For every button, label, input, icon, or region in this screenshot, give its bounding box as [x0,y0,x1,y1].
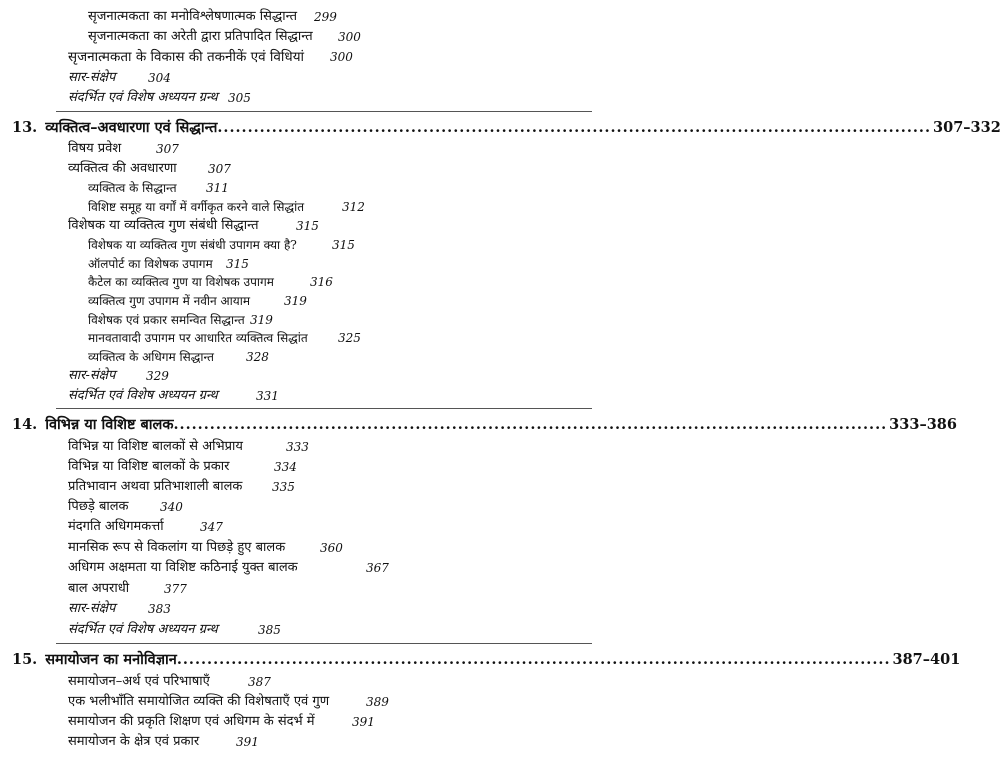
entry-page: 315 [296,219,319,233]
entry-text: पिछड़े बालक [68,499,129,514]
toc-entry [68,459,297,475]
toc-entry [68,479,295,495]
chapter-number: 13. [12,119,38,136]
entry-text: सृजनात्मकता के विकास की तकनीकें एवं विधियां [68,49,305,65]
entry-page: 391 [352,715,375,729]
toc-entry [88,180,229,196]
leader-dots: ...................................................................................................................... [217,119,932,136]
entry-text: बाल अपराधी [68,581,130,596]
entry-page: 385 [258,623,281,637]
entry-text: संदर्भित एवं विशेष अध्ययन ग्रन्थ [68,622,218,637]
entry-text: संदर्भित एवं विशेष अध्ययन ग्रन्थ [68,388,218,403]
entry-page: 307 [208,162,231,176]
toc-entry [88,9,337,25]
entry-page: 389 [366,695,389,709]
entry-text: मंदगति अधिगमकर्त्ता [68,519,164,534]
toc-entry [68,141,179,157]
toc-entry [68,368,169,384]
entry-text: व्यक्तित्व के सिद्धान्त [88,181,177,195]
entry-page: 299 [314,10,337,24]
toc-entry [88,237,355,253]
toc-entry [88,349,269,365]
entry-text: व्यक्तित्व गुण उपागम में नवीन आयाम [88,294,251,308]
entry-page: 333 [286,440,309,454]
entry-page: 300 [330,50,353,64]
leader-dots: ...................................................................................................................... [176,651,891,668]
chapter-number: 15. [12,651,38,668]
toc-entry [68,540,343,556]
entry-text: एक भलीभाँति समायोजित व्यक्ति की विशेषताएँ एवं गुण [68,694,330,709]
entry-text: व्यक्तित्व के अधिगम सिद्धान्त [88,350,214,364]
entry-page: 377 [164,582,187,596]
entry-text: कैटेल का व्यक्तित्व गुण या विशेषक उपागम [88,275,274,289]
chapter-rule [56,111,592,112]
entry-page: 334 [274,460,297,474]
toc-entry [68,499,183,515]
toc-entry [68,601,171,617]
toc-entry [88,199,365,215]
entry-page: 367 [366,561,389,575]
toc-entry [68,694,389,710]
entry-page: 360 [320,541,343,555]
entry-text: विशिष्ट समूह या वर्गों में वर्गीकृत करने वाले सिद्धांत [88,200,305,214]
toc-entry [68,581,187,597]
chapter-title: व्यक्तित्व–अवधारणा एवं सिद्धान्त [45,119,218,136]
entry-text: सार-संक्षेप [68,601,116,616]
toc-entry [68,714,375,730]
toc-entry [68,734,259,750]
entry-text: व्यक्तित्व की अवधारणा [68,161,177,176]
entry-page: 383 [148,602,171,616]
toc-entry [68,49,353,65]
entry-page: 300 [338,30,361,44]
entry-text: सृजनात्मकता का मनोविश्लेषणात्मक सिद्धान्त [88,9,298,24]
entry-text: संदर्भित एवं विशेष अध्ययन ग्रन्थ [68,90,218,105]
toc-entry [68,70,171,86]
entry-page: 316 [310,275,333,289]
entry-text: समायोजन के क्षेत्र एवं प्रकार [68,734,200,749]
chapter-title: समायोजन का मनोविज्ञान [45,651,177,668]
entry-page: 305 [228,91,251,105]
entry-text: विभिन्न या विशिष्ट बालकों से अभिप्राय [68,439,243,454]
chapter-number: 14. [12,416,38,433]
toc-entry [88,293,307,309]
toc-entry [88,256,249,272]
toc-entry [68,519,223,535]
toc-entry [68,560,389,576]
entry-page: 387 [248,675,271,689]
entry-page: 335 [272,480,295,494]
entry-page: 325 [338,331,361,345]
entry-page: 328 [246,350,269,364]
toc-entry [88,312,273,328]
entry-page: 307 [156,142,179,156]
chapter-page-range: 307–332 [933,119,1001,136]
entry-page: 347 [200,520,223,534]
entry-text: विशेषक या व्यक्तित्व गुण संबंधी सिद्धान्त [68,218,259,233]
toc-entry [68,674,271,690]
entry-page: 311 [206,181,229,195]
entry-page: 315 [332,238,355,252]
toc-entry [88,274,333,290]
entry-text: विशेषक या व्यक्तित्व गुण संबंधी उपागम क्या है? [88,238,297,252]
chapter-title: विभिन्न या विशिष्ट बालक [45,416,174,433]
entry-page: 304 [148,71,171,85]
chapter-rule [56,408,592,409]
entry-text: अधिगम अक्षमता या विशिष्ट कठिनाई युक्त बालक [68,560,298,575]
entry-page: 329 [146,369,169,383]
entry-text: समायोजन–अर्थ एवं परिभाषाएँ [68,674,210,689]
toc-entry [68,388,279,404]
chapter-heading[interactable] [12,649,961,671]
entry-page: 319 [284,294,307,308]
entry-page: 315 [226,257,249,271]
entry-text: मानसिक रूप से विकलांग या पिछड़े हुए बालक [68,540,286,555]
entry-page: 319 [250,313,273,327]
toc-entry [68,622,281,638]
entry-text: ऑलपोर्ट का विशेषक उपागम [88,257,213,271]
leader-dots: ...................................................................................................................... [173,416,888,433]
entry-text: विशेषक एवं प्रकार समन्वित सिद्धान्त [88,313,245,327]
entry-text: सृजनात्मकता का अरेती द्वारा प्रतिपादित सिद्धान्त [88,29,313,44]
chapter-page-range: 333–386 [889,416,957,433]
entry-text: विभिन्न या विशिष्ट बालकों के प्रकार [68,459,230,474]
entry-page: 331 [256,389,279,403]
entry-text: सार-संक्षेप [68,368,116,383]
chapter-heading[interactable] [12,117,1001,139]
entry-page: 340 [160,500,183,514]
chapter-rule [56,643,592,644]
toc-entry [88,29,361,45]
chapter-page-range: 387–401 [892,651,961,668]
entry-text: मानवतावादी उपागम पर आधारित व्यक्तित्व सिद्धांत [88,331,308,345]
entry-text: सार-संक्षेप [68,70,116,85]
entry-text: विषय प्रवेश [68,141,122,156]
toc-entry [68,218,319,234]
toc-entry [68,161,231,177]
toc-entry [68,90,251,106]
chapter-heading[interactable] [12,414,957,436]
entry-text: समायोजन की प्रकृति शिक्षण एवं अधिगम के संदर्भ में [68,714,315,729]
entry-page: 391 [236,735,259,749]
toc-entry [88,330,361,346]
entry-text: प्रतिभावान अथवा प्रतिभाशाली बालक [68,479,243,494]
toc-entry [68,439,309,455]
entry-page: 312 [342,200,365,214]
